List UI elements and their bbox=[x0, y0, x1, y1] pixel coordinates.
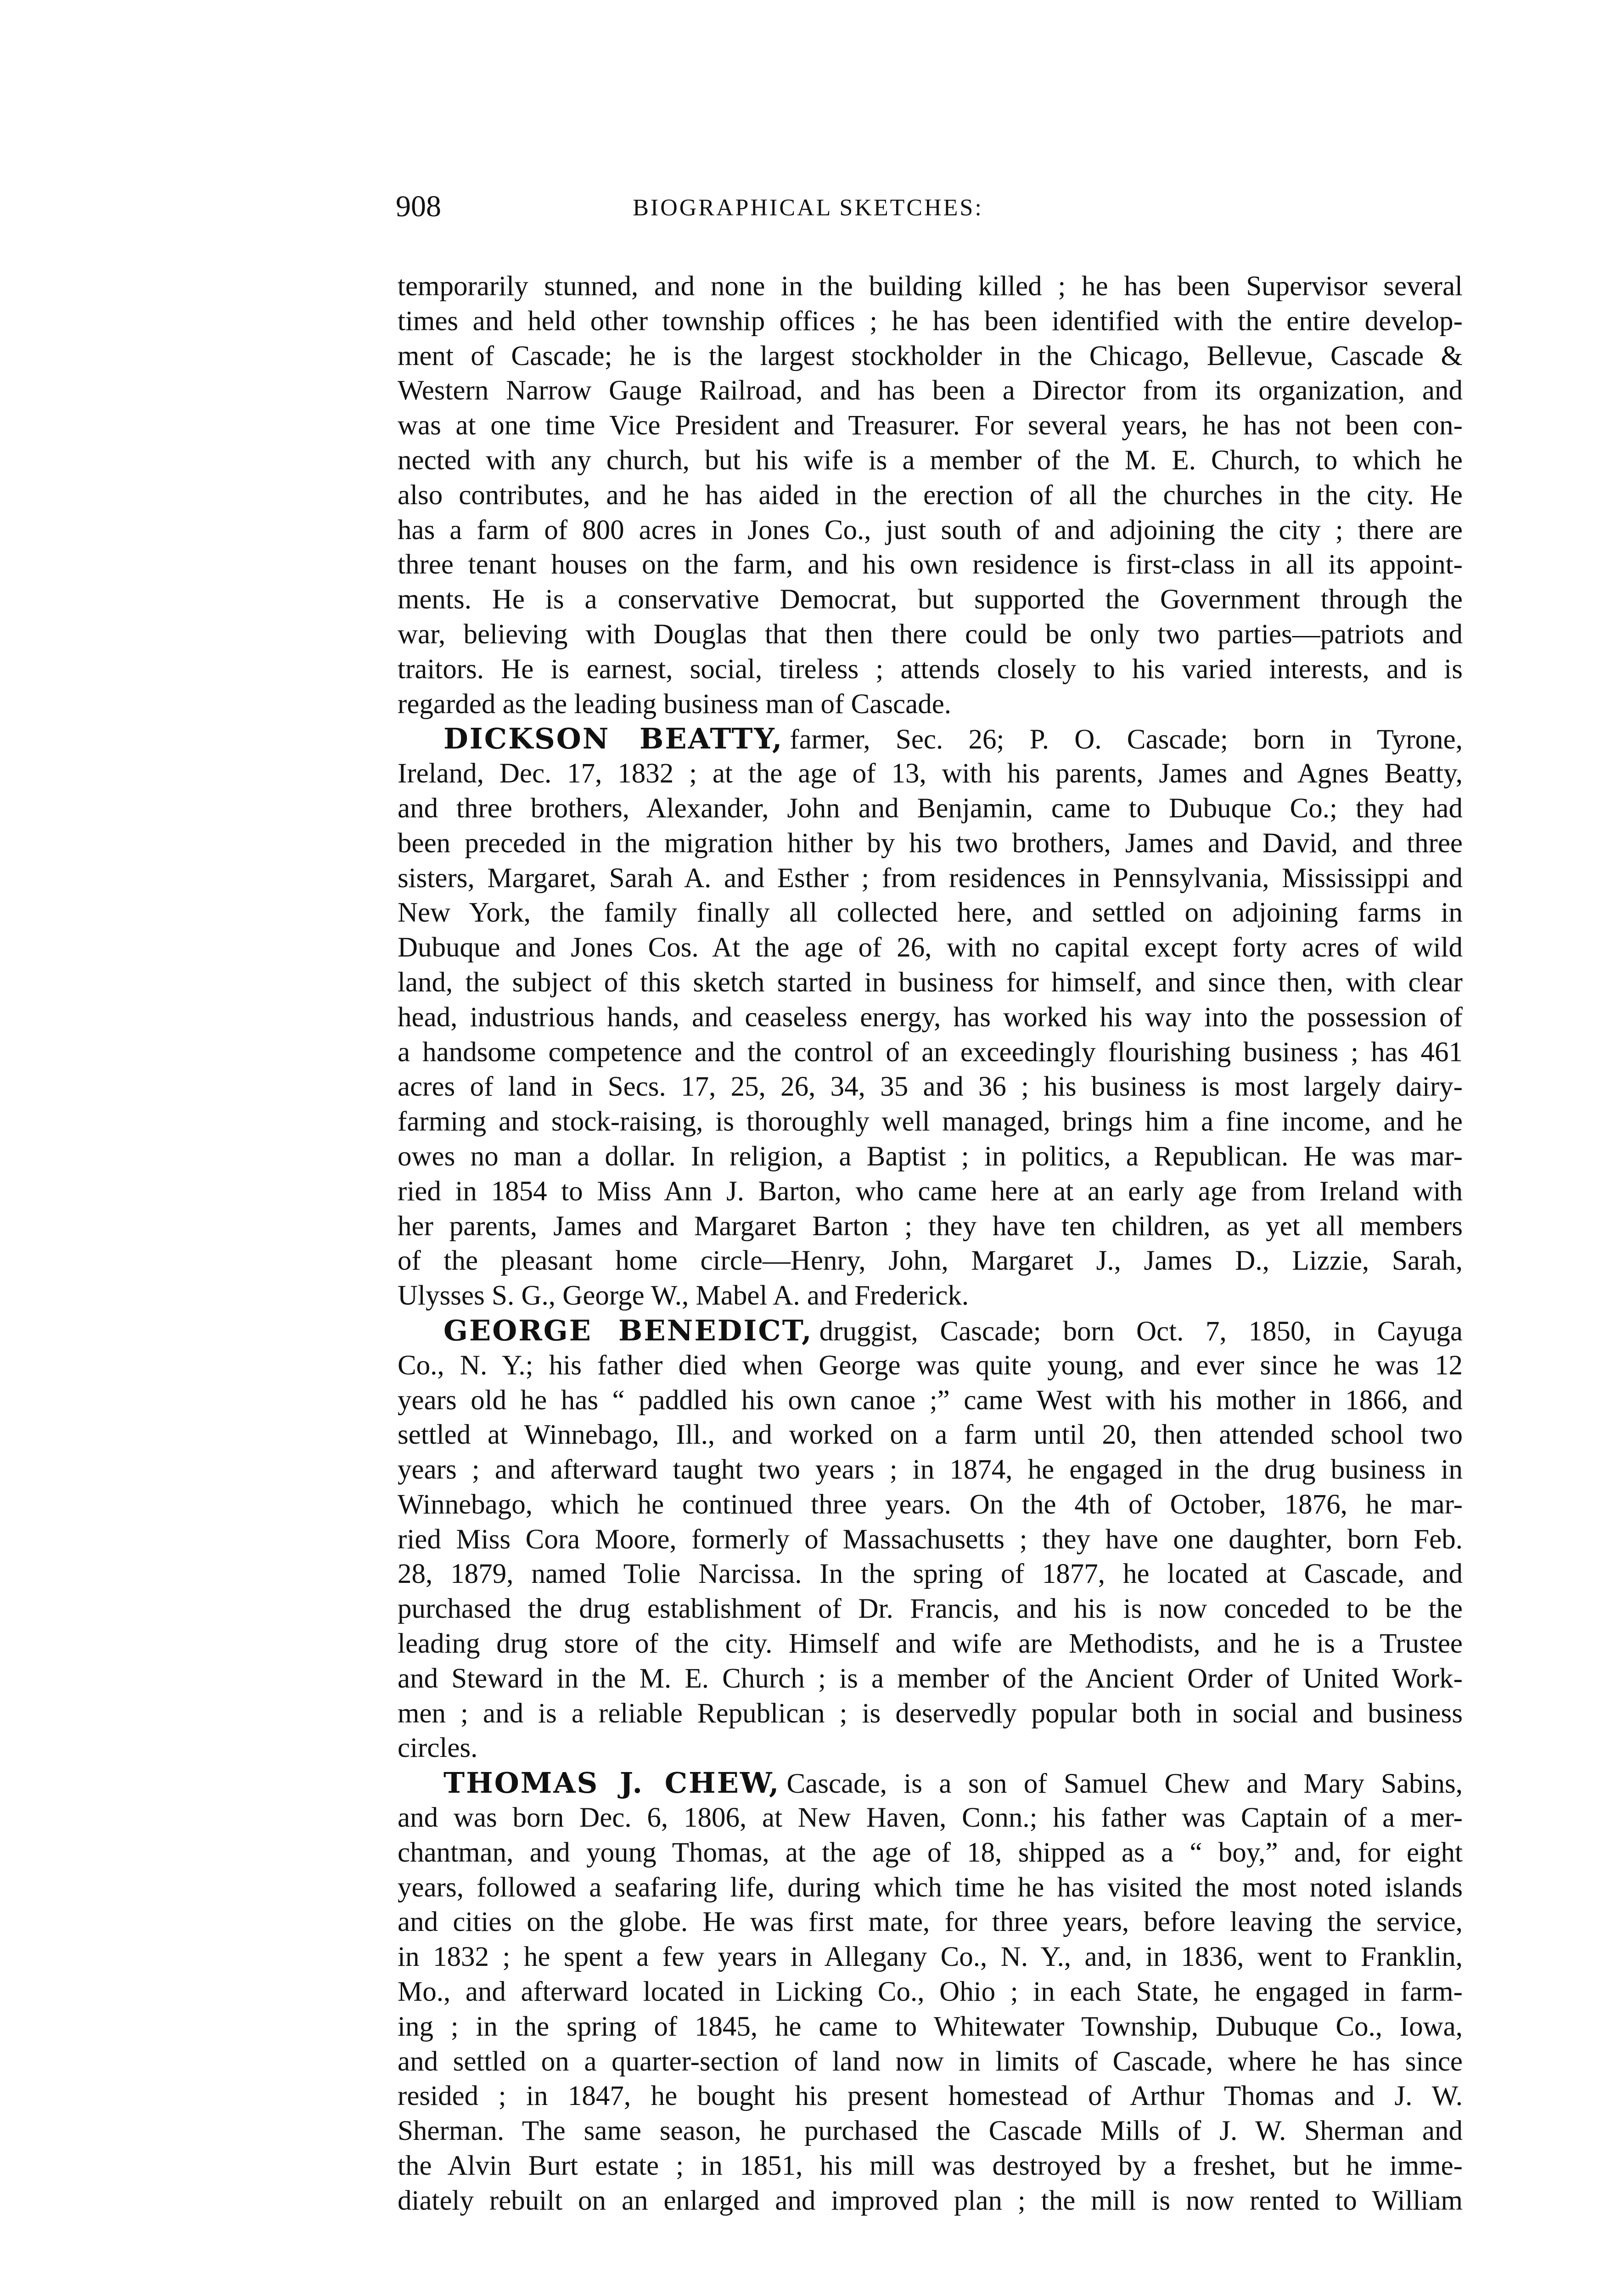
line-text: farming and stock-raising, is thoroughly well managed, brings him a fine income, and he bbox=[398, 1106, 1463, 1137]
biography-entry bbox=[398, 721, 1463, 1313]
line-text: and was born Dec. 6, 1806, at New Haven, Conn.; his father was Captain of a mer- bbox=[398, 1802, 1463, 1834]
line-text: of the pleasant home circle—Henry, John, Margaret J., James D., Lizzie, Sarah, bbox=[398, 1245, 1463, 1277]
text-line bbox=[398, 1348, 1463, 1383]
line-text: Ulysses S. G., George W., Mabel A. and Frederick. bbox=[398, 1280, 969, 1311]
text-line bbox=[398, 652, 1463, 687]
line-text: and three brothers, Alexander, John and Benjamin, came to Dubuque Co.; they had bbox=[398, 793, 1463, 824]
text-line bbox=[398, 408, 1463, 443]
line-text: head, industrious hands, and ceaseless energy, has worked his way into the possession of bbox=[398, 1002, 1463, 1033]
text-line bbox=[398, 1905, 1463, 1940]
line-text: druggist, Cascade; born Oct. 7, 1850, in Cayuga bbox=[819, 1316, 1463, 1347]
line-text: regarded as the leading business man of Cascade. bbox=[398, 688, 952, 720]
text-line bbox=[398, 687, 1463, 722]
line-text: sisters, Margaret, Sarah A. and Esther ; from residences in Pennsylvania, Mississippi and bbox=[398, 862, 1463, 894]
text-line bbox=[398, 1418, 1463, 1452]
line-text: ried Miss Cora Moore, formerly of Massachusetts ; they have one daughter, born Feb. bbox=[398, 1524, 1463, 1555]
line-text: in 1832 ; he spent a few years in Allegany Co., N. Y., and, in 1836, went to Franklin, bbox=[398, 1941, 1463, 1973]
text-line bbox=[398, 930, 1463, 965]
line-text: Mo., and afterward located in Licking Co., Ohio ; in each State, he engaged in farm- bbox=[398, 1976, 1463, 2008]
entry-name: GEORGE BENEDICT, bbox=[443, 1313, 813, 1347]
text-line bbox=[398, 513, 1463, 548]
text-line bbox=[398, 895, 1463, 930]
line-text: her parents, James and Margaret Barton ; they have ten children, as yet all members bbox=[398, 1210, 1463, 1242]
entry-name: DICKSON BEATTY, bbox=[443, 722, 784, 756]
line-text: a handsome competence and the control of an exceedingly flourishing business ; has 461 bbox=[398, 1036, 1463, 1068]
text-line bbox=[398, 721, 1463, 756]
text-line bbox=[398, 1522, 1463, 1557]
line-text: resided ; in 1847, he bought his present homestead of Arthur Thomas and J. W. bbox=[398, 2081, 1463, 2112]
text-line bbox=[398, 1835, 1463, 1870]
text-line bbox=[398, 1000, 1463, 1035]
text-line bbox=[398, 1626, 1463, 1661]
text-line bbox=[398, 1940, 1463, 1975]
line-text: was at one time Vice President and Treasurer. For several years, he has not been con- bbox=[398, 410, 1463, 441]
page-number: 908 bbox=[396, 190, 441, 223]
line-text: chantman, and young Thomas, at the age of 18, shipped as a “ boy,” and, for eight bbox=[398, 1837, 1463, 1868]
text-line bbox=[398, 756, 1463, 791]
line-text: also contributes, and he has aided in the erection of all the churches in the city. He bbox=[398, 479, 1463, 511]
text-line bbox=[398, 2149, 1463, 2183]
text-line bbox=[398, 1557, 1463, 1592]
text-line bbox=[398, 1244, 1463, 1278]
line-text: ried in 1854 to Miss Ann J. Barton, who came here at an early age from Ireland with bbox=[398, 1176, 1463, 1207]
line-text: three tenant houses on the farm, and his own residence is first-class in all its appoint- bbox=[398, 549, 1463, 580]
line-text: settled at Winnebago, Ill., and worked on a farm until 20, then attended school two bbox=[398, 1419, 1463, 1451]
text-line bbox=[398, 478, 1463, 513]
line-text: land, the subject of this sketch started in business for himself, and since then, with clear bbox=[398, 967, 1463, 998]
text-line bbox=[398, 861, 1463, 896]
line-text: and Steward in the M. E. Church ; is a member of the Ancient Order of United Work- bbox=[398, 1663, 1463, 1694]
line-text: Co., N. Y.; his father died when George was quite young, and ever since he was 12 bbox=[398, 1350, 1463, 1381]
text-line bbox=[398, 1383, 1463, 1418]
text-line bbox=[398, 1592, 1463, 1626]
line-text: ments. He is a conservative Democrat, but supported the Government through the bbox=[398, 584, 1463, 615]
text-line bbox=[398, 1209, 1463, 1244]
text-line bbox=[398, 1139, 1463, 1174]
line-text: the Alvin Burt estate ; in 1851, his mill was destroyed by a freshet, but he imme- bbox=[398, 2150, 1463, 2182]
text-line bbox=[398, 1696, 1463, 1731]
line-text: acres of land in Secs. 17, 25, 26, 34, 35 and 36 ; his business is most largely dairy- bbox=[398, 1071, 1463, 1103]
line-text: circles. bbox=[398, 1733, 478, 1764]
text-line bbox=[398, 1801, 1463, 1835]
text-line bbox=[398, 2114, 1463, 2149]
running-head: BIOGRAPHICAL SKETCHES: bbox=[633, 195, 983, 221]
text-line bbox=[398, 1731, 1463, 1766]
line-text: ing ; in the spring of 1845, he came to Whitewater Township, Dubuque Co., Iowa, bbox=[398, 2011, 1463, 2042]
text-line bbox=[398, 1174, 1463, 1209]
text-line bbox=[398, 1975, 1463, 2009]
text-line bbox=[398, 2079, 1463, 2114]
body-text bbox=[398, 269, 1463, 2218]
line-text: Ireland, Dec. 17, 1832 ; at the age of 13, with his parents, James and Agnes Beatty, bbox=[398, 758, 1463, 789]
text-line bbox=[398, 443, 1463, 478]
line-text: owes no man a dollar. In religion, a Baptist ; in politics, a Republican. He was mar- bbox=[398, 1141, 1463, 1172]
line-text: purchased the drug establishment of Dr. Francis, and his is now conceded to be the bbox=[398, 1593, 1463, 1625]
line-text: times and held other township offices ; he has been identified with the entire develop- bbox=[398, 305, 1463, 337]
text-line bbox=[398, 373, 1463, 408]
line-text: war, believing with Douglas that then there could be only two parties—patriots and bbox=[398, 619, 1463, 650]
text-line bbox=[398, 2044, 1463, 2079]
line-text: years old he has “ paddled his own canoe ;” came West with his mother in 1866, and bbox=[398, 1384, 1463, 1416]
line-text: and settled on a quarter-section of land now in limits of Cascade, where he has since bbox=[398, 2046, 1463, 2077]
line-text: traitors. He is earnest, social, tireless ; attends closely to his varied interests, and is bbox=[398, 653, 1463, 685]
text-line bbox=[398, 1035, 1463, 1070]
text-line bbox=[398, 965, 1463, 1000]
line-text: and cities on the globe. He was first mate, for three years, before leaving the service, bbox=[398, 1907, 1463, 1938]
line-text: Winnebago, which he continued three years. On the 4th of October, 1876, he mar- bbox=[398, 1489, 1463, 1520]
entry-name: THOMAS J. CHEW, bbox=[443, 1766, 780, 1800]
text-line bbox=[398, 1313, 1463, 1348]
line-text: Dubuque and Jones Cos. At the age of 26, with no capital except forty acres of wild bbox=[398, 932, 1463, 963]
text-line bbox=[398, 1278, 1463, 1313]
text-line bbox=[398, 1766, 1463, 1801]
text-line bbox=[398, 582, 1463, 617]
line-text: has a farm of 800 acres in Jones Co., just south of and adjoining the city ; there are bbox=[398, 514, 1463, 546]
line-text: been preceded in the migration hither by his two brothers, James and David, and three bbox=[398, 827, 1463, 859]
continued-paragraph bbox=[398, 269, 1463, 721]
text-line bbox=[398, 1069, 1463, 1104]
text-line bbox=[398, 617, 1463, 652]
line-text: men ; and is a reliable Republican ; is deservedly popular both in social and business bbox=[398, 1698, 1463, 1729]
text-line bbox=[398, 1104, 1463, 1139]
text-line bbox=[398, 339, 1463, 374]
line-text: Sherman. The same season, he purchased the Cascade Mills of J. W. Sherman and bbox=[398, 2116, 1463, 2147]
line-text: nected with any church, but his wife is a member of the M. E. Church, to which he bbox=[398, 445, 1463, 476]
line-text: temporarily stunned, and none in the building killed ; he has been Supervisor several bbox=[398, 271, 1463, 302]
line-text: years, followed a seafaring life, during which time he has visited the most noted islands bbox=[398, 1872, 1463, 1903]
line-text: farmer, Sec. 26; P. O. Cascade; born in Tyrone, bbox=[790, 724, 1463, 755]
text-line bbox=[398, 269, 1463, 304]
page-header bbox=[0, 188, 1616, 269]
line-text: New York, the family finally all collected here, and settled on adjoining farms in bbox=[398, 897, 1463, 929]
line-text: 28, 1879, named Tolie Narcissa. In the spring of 1877, he located at Cascade, and bbox=[398, 1559, 1463, 1590]
text-line bbox=[398, 791, 1463, 826]
text-line bbox=[398, 2009, 1463, 2044]
biography-entry bbox=[398, 1313, 1463, 1766]
biography-entry bbox=[398, 1766, 1463, 2218]
text-line bbox=[398, 547, 1463, 582]
line-text: years ; and afterward taught two years ; in 1874, he engaged in the drug business in bbox=[398, 1454, 1463, 1486]
text-line bbox=[398, 1452, 1463, 1487]
line-text: diately rebuilt on an enlarged and improved plan ; the mill is now rented to William bbox=[398, 2185, 1463, 2216]
line-text: Western Narrow Gauge Railroad, and has been a Director from its organization, and bbox=[398, 375, 1463, 406]
text-line bbox=[398, 2183, 1463, 2218]
text-line bbox=[398, 1487, 1463, 1522]
text-line bbox=[398, 1661, 1463, 1696]
line-text: ment of Cascade; he is the largest stockholder in the Chicago, Bellevue, Cascade & bbox=[398, 340, 1463, 371]
line-text: leading drug store of the city. Himself and wife are Methodists, and he is a Trustee bbox=[398, 1628, 1463, 1660]
text-line bbox=[398, 304, 1463, 339]
line-text: Cascade, is a son of Samuel Chew and Mary Sabins, bbox=[786, 1768, 1463, 1800]
text-line bbox=[398, 826, 1463, 861]
text-line bbox=[398, 1870, 1463, 1905]
